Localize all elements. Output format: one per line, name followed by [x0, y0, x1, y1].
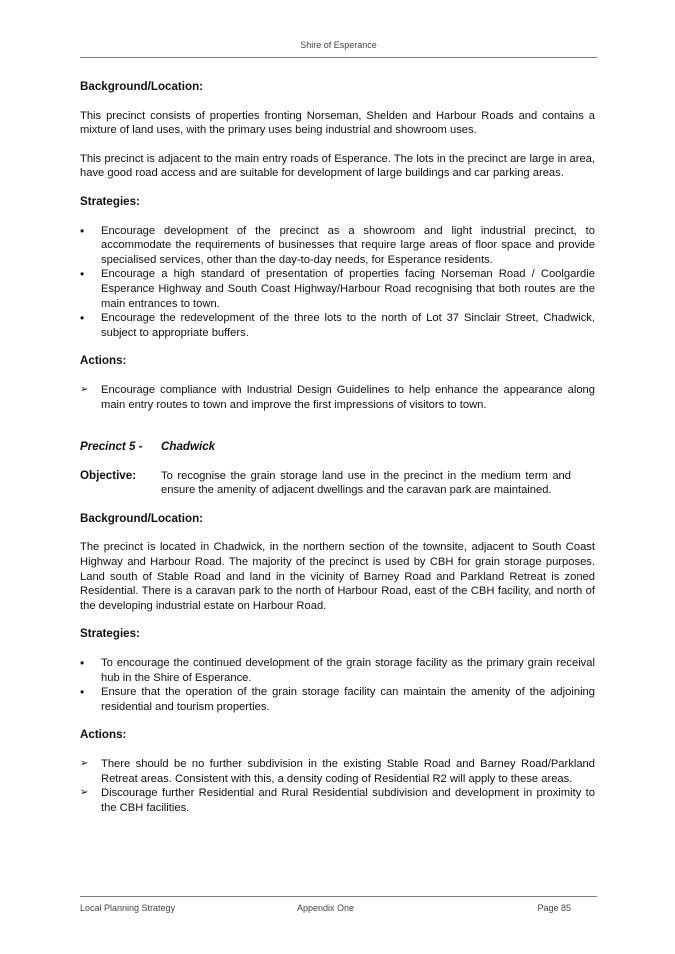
page-footer — [80, 903, 597, 915]
action-item: ➢ Encourage compliance with Industrial Design Guidelines to help enhance the appearance along main entry routes to town and improve the first impressions of visitors to town. — [80, 383, 595, 412]
strategies-heading: Strategies: — [80, 627, 140, 641]
actions-list — [80, 383, 595, 412]
page-number: Page 85 — [537, 903, 571, 913]
strategy-item: • Ensure that the operation of the grain storage facility can maintain the amenity of the adjoining residential and tourism properties. — [80, 685, 595, 714]
background-paragraph: The precinct is located in Chadwick, in the northern section of the townsite, adjacent to South Coast Highway and Harbour Road. The majority of the precinct is used by CBH for grain storage purposes. Land south of Stable Road and land in the vicinity of Barney Road and Parkland Retreat is zoned Residential. There is a caravan park to the north of Harbour Road, east of the CBH facility, and north of the developing industrial estate on Harbour Road. — [80, 541, 595, 612]
strategy-item: • To encourage the continued development of the grain storage facility as the primary grain receival hub in the Shire of Esperance. — [80, 656, 595, 685]
precinct-name: Chadwick — [161, 440, 216, 454]
background-heading: Background/Location: — [80, 80, 204, 93]
background-paragraph: This precinct is adjacent to the main entry roads of Esperance. The lots in the precinct are large in area, have good road access and are suitable for development of large buildings and car parking areas. — [80, 152, 595, 180]
action-item: ➢ There should be no further subdivision in the existing Stable Road and Barney Road/Parkland Retreat areas. Consistent with this, a density coding of Residential R2 will apply to these areas. — [80, 757, 595, 786]
background-heading: Background/Location: — [80, 511, 204, 525]
actions-heading: Actions: — [80, 728, 127, 742]
footer-document-title: Local Planning Strategy — [80, 903, 176, 913]
header-divider — [80, 57, 597, 58]
action-item: ➢ Discourage further Residential and Rural Residential subdivision and development in proximity to the CBH facilities. — [80, 786, 595, 815]
footer-appendix: Appendix One — [297, 903, 355, 913]
page-header: Shire of Esperance — [300, 40, 377, 50]
strategies-list — [80, 656, 595, 714]
actions-list — [80, 757, 595, 815]
precinct-title — [80, 440, 595, 455]
strategy-item: • Encourage the redevelopment of the three lots to the north of Lot 37 Sinclair Street, Chadwick, subject to appropriate buffers. — [80, 311, 595, 340]
actions-heading: Actions: — [80, 354, 127, 368]
objective-text: To recognise the grain storage land use in the precinct in the medium term and ensure the amenity of adjacent dwellings and the caravan park are maintained. — [161, 469, 571, 497]
objective-label: Objective: — [80, 468, 137, 482]
strategy-item: • Encourage a high standard of presentation of properties facing Norseman Road / Coolgardie Esperance Highway and South Coast Highway/Harbour Road recognising that both routes are the main entrances to town. — [80, 267, 595, 311]
strategy-item: • Encourage development of the precinct as a showroom and light industrial precinct, to accommodate the requirements of businesses that require large areas of floor space and provide specialised services, other than the day-to-day needs, for Esperance residents. — [80, 224, 595, 268]
background-paragraph: This precinct consists of properties fronting Norseman, Shelden and Harbour Roads and contains a mixture of land uses, with the primary uses being industrial and showroom uses. — [80, 109, 595, 137]
page-body — [80, 80, 595, 815]
precinct-number: Precinct 5 - — [80, 440, 143, 454]
strategies-heading: Strategies: — [80, 194, 140, 208]
footer-divider — [80, 896, 597, 897]
objective-block — [80, 469, 595, 498]
strategies-list — [80, 224, 595, 341]
